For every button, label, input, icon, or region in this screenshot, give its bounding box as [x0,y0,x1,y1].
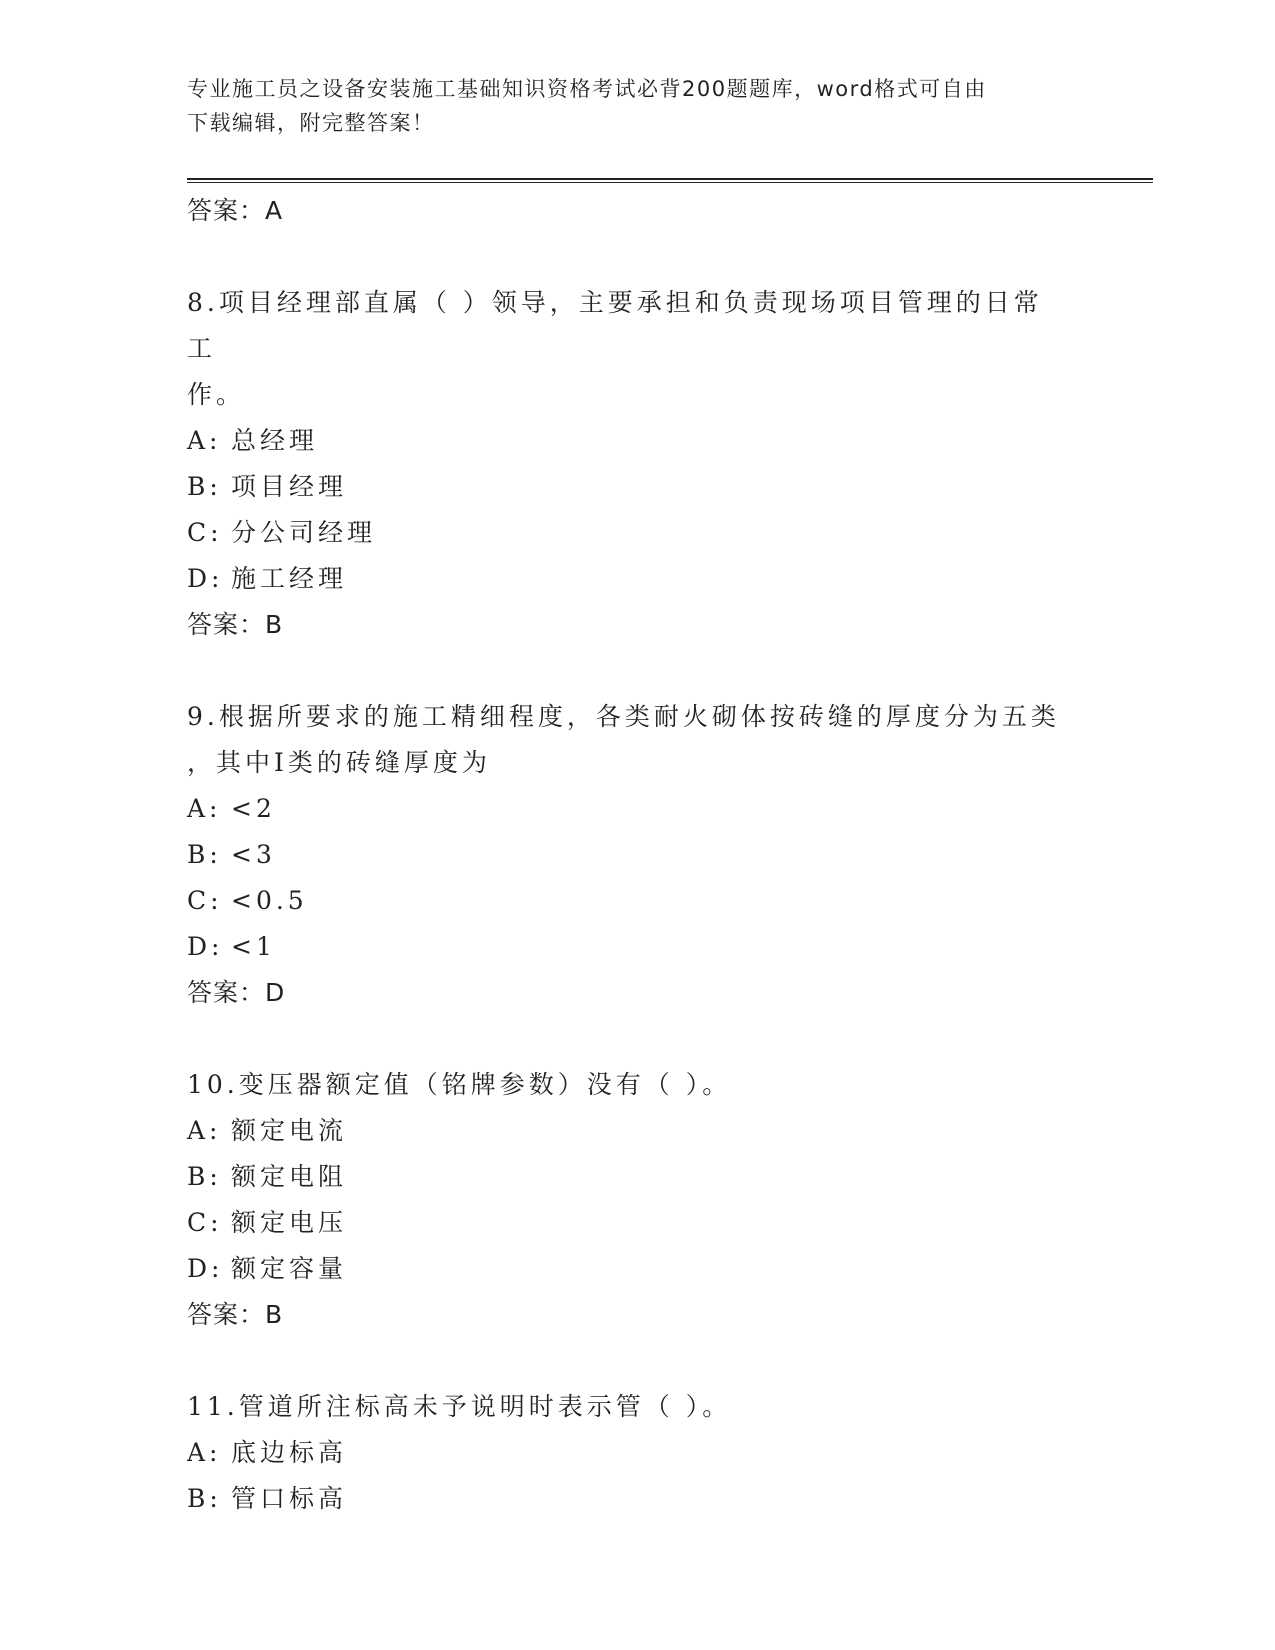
question-10 [187,1062,1087,1338]
option-letter: D: [187,1254,224,1283]
option-text: <3 [231,840,276,869]
document-header [187,72,1087,140]
option-text: 额定容量 [231,1254,348,1283]
header-line-2: 下载编辑，附完整答案！ [187,111,435,135]
option-letter: C: [187,518,223,547]
option-text: 额定电流 [231,1116,348,1145]
option-a [187,1430,1087,1476]
option-letter: B: [187,472,222,501]
option-letter: A: [187,426,222,455]
question-text [187,280,1067,418]
question-text-line: 作。 [187,380,246,409]
option-d [187,924,1087,970]
question-text-line: ，其中I类的砖缝厚度为 [187,748,491,777]
option-a [187,1108,1087,1154]
question-text-line: 9.根据所要求的施工精细程度，各类耐火砌体按砖缝的厚度分为五类 [187,702,1060,731]
option-letter: A: [187,1116,222,1145]
option-text: 底边标高 [231,1438,348,1467]
option-text: <0.5 [231,886,308,915]
question-text-line: 10.变压器额定值（铭牌参数）没有（ ）。 [187,1070,732,1099]
option-c [187,878,1087,924]
answer: 答案：B [187,610,284,639]
option-a [187,786,1087,832]
option-text: 总经理 [231,426,319,455]
option-b [187,1154,1087,1200]
option-c [187,1200,1087,1246]
option-d [187,556,1087,602]
option-a [187,418,1087,464]
question-text [187,694,1067,786]
answer: 答案：D [187,978,286,1007]
option-c [187,510,1087,556]
option-letter: B: [187,1484,222,1513]
question-9 [187,694,1087,1016]
question-8 [187,280,1087,648]
option-text: <2 [231,794,276,823]
option-letter: D: [187,564,224,593]
option-text: 额定电压 [231,1208,348,1237]
option-letter: C: [187,1208,223,1237]
option-letter: A: [187,1438,222,1467]
question-text-line: 11.管道所注标高未予说明时表示管（ ）。 [187,1392,732,1421]
option-letter: B: [187,1162,222,1191]
question-text [187,1062,1067,1108]
answer: 答案：B [187,1300,284,1329]
option-text: 分公司经理 [231,518,377,547]
header-divider [187,178,1153,183]
option-letter: D: [187,932,224,961]
question-text-line: 8.项目经理部直属（ ）领导，主要承担和负责现场项目管理的日常工 [187,288,1043,363]
option-text: 管口标高 [231,1484,348,1513]
spacer [187,648,1087,694]
option-letter: B: [187,840,222,869]
header-line-1: 专业施工员之设备安装施工基础知识资格考试必背200题题库，word格式可自由 [187,77,987,101]
option-b [187,464,1087,510]
spacer [187,1016,1087,1062]
option-text: <1 [231,932,276,961]
spacer [187,234,1087,280]
option-letter: C: [187,886,223,915]
option-b [187,832,1087,878]
option-text: 施工经理 [231,564,348,593]
option-text: 项目经理 [231,472,348,501]
question-text [187,1384,1067,1430]
option-b [187,1476,1087,1522]
previous-answer: 答案：A [187,196,284,225]
option-text: 额定电阻 [231,1162,348,1191]
option-d [187,1246,1087,1292]
question-11 [187,1384,1087,1522]
option-letter: A: [187,794,222,823]
spacer [187,1338,1087,1384]
question-list [187,188,1087,1522]
